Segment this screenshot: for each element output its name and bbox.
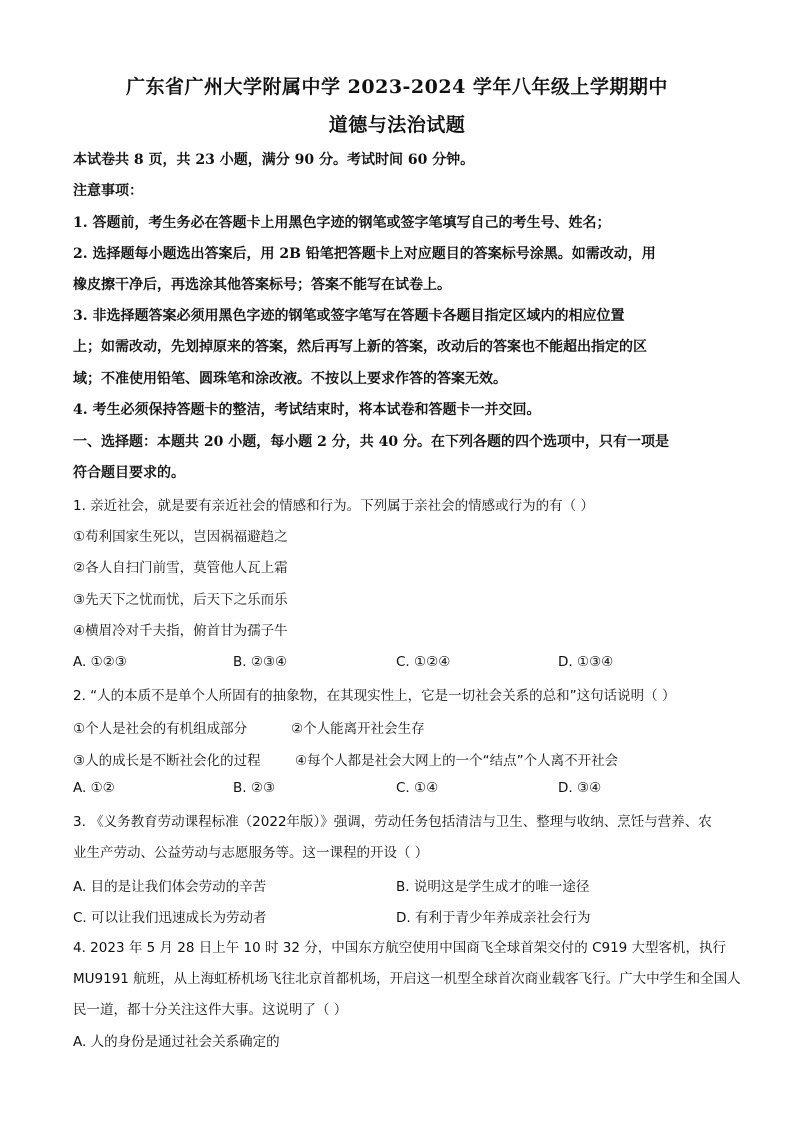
option-a[interactable]: A. ①②③	[73, 654, 127, 670]
notice-item: 2. 选择题每小题选出答案后，用 2B 铅笔把答题卡上对应题目的答案标号涂黑。如需改动，用	[73, 246, 656, 262]
question-4-stem-continued: 民一道，都十分关注这件大事。这说明了（ ）	[73, 1002, 348, 1018]
option-a[interactable]: A. 目的是让我们体会劳动的辛苦	[73, 879, 267, 895]
question-1-options	[73, 654, 723, 674]
question-1-item: ③先天下之忧而忧，后天下之乐而乐	[73, 592, 288, 608]
question-4-stem: 4. 2023 年 5 月 28 日上午 10 时 32 分，中国东方航空使用中国商飞全球首架交付的 C919 大型客机，执行	[73, 940, 727, 956]
section-heading-continued: 符合题目要求的。	[73, 465, 185, 481]
question-3-options-row	[73, 875, 723, 895]
exam-title: 广东省广州大学附属中学 2023-2024 学年八年级上学期期中	[126, 76, 668, 98]
exam-subject-title: 道德与法治试题	[328, 114, 466, 136]
option-a[interactable]: A. ①②	[73, 780, 115, 796]
question-2-items-row	[73, 749, 723, 769]
question-3-options-row	[73, 906, 723, 926]
question-1-item: ④横眉冷对千夫指，俯首甘为孺子牛	[73, 623, 288, 639]
option-c[interactable]: C. 可以让我们迅速成长为劳动者	[73, 910, 267, 926]
exam-summary: 本试卷共 8 页，共 23 小题，满分 90 分。考试时间 60 分钟。	[73, 152, 475, 168]
option-d[interactable]: D. 有利于青少年养成亲社会行为	[396, 910, 591, 926]
option-a[interactable]: A. 人的身份是通过社会关系确定的	[73, 1034, 280, 1050]
question-2-options	[73, 780, 723, 800]
question-3-stem: 3. 《义务教育劳动课程标准（2022年版）》强调，劳动任务包括清洁与卫生、整理与收纳、烹饪与营养、农	[73, 814, 712, 830]
option-d[interactable]: D. ①③④	[558, 654, 614, 670]
option-c[interactable]: C. ①④	[396, 780, 439, 796]
question-3-stem-continued: 业生产劳动、公益劳动与志愿服务等。这一课程的开设（ ）	[73, 845, 429, 861]
question-2-item: ②个人能离开社会生存	[291, 721, 425, 737]
question-2-items-row	[73, 717, 723, 737]
question-1-stem: 1. 亲近社会，就是要有亲近社会的情感和行为。下列属于亲社会的情感或行为的有（ ）	[73, 498, 594, 514]
question-1-item: ①苟利国家生死以，岂因祸福避趋之	[73, 529, 288, 545]
question-4-stem-continued: MU9191 航班，从上海虹桥机场飞往北京首都机场，开启这一机型全球首次商业载客飞行。广大中学生和全国人	[73, 971, 741, 987]
notice-item-continued: 域；不准使用铅笔、圆珠笔和涂改液。不按以上要求作答的答案无效。	[73, 371, 507, 387]
question-2-item: ③人的成长是不断社会化的过程	[73, 753, 261, 769]
option-c[interactable]: C. ①②④	[396, 654, 451, 670]
option-b[interactable]: B. 说明这是学生成才的唯一途径	[396, 879, 590, 895]
question-2-item: ①个人是社会的有机组成部分	[73, 721, 248, 737]
option-b[interactable]: B. ②③	[233, 780, 276, 796]
notice-item-continued: 上；如需改动，先划掉原来的答案，然后再写上新的答案，改动后的答案也不能超出指定的区	[73, 339, 647, 355]
option-d[interactable]: D. ③④	[558, 780, 602, 796]
question-2-stem: 2. “人的本质不是单个人所固有的抽象物，在其现实性上，它是一切社会关系的总和”这句话说明（ ）	[73, 688, 676, 704]
section-heading: 一、选择题：本题共 20 小题，每小题 2 分，共 40 分。在下列各题的四个选项中，只有一项是	[73, 434, 669, 450]
question-2-item: ④每个人都是社会大网上的一个“结点”个人离不开社会	[295, 753, 619, 769]
notice-heading: 注意事项：	[73, 183, 143, 199]
question-1-item: ②各人自扫门前雪，莫管他人瓦上霜	[73, 560, 288, 576]
notice-item: 4. 考生必须保持答题卡的整洁，考试结束时，将本试卷和答题卡一并交回。	[73, 402, 541, 418]
notice-item: 3. 非选择题答案必须用黑色字迹的钢笔或签字笔写在答题卡各题目指定区域内的相应位置	[73, 308, 625, 324]
option-b[interactable]: B. ②③④	[233, 654, 288, 670]
notice-item: 1. 答题前，考生务必在答题卡上用黑色字迹的钢笔或签字笔填写自己的考生号、姓名；	[73, 215, 611, 231]
notice-item-continued: 橡皮擦干净后，再选涂其他答案标号；答案不能写在试卷上。	[73, 277, 451, 293]
